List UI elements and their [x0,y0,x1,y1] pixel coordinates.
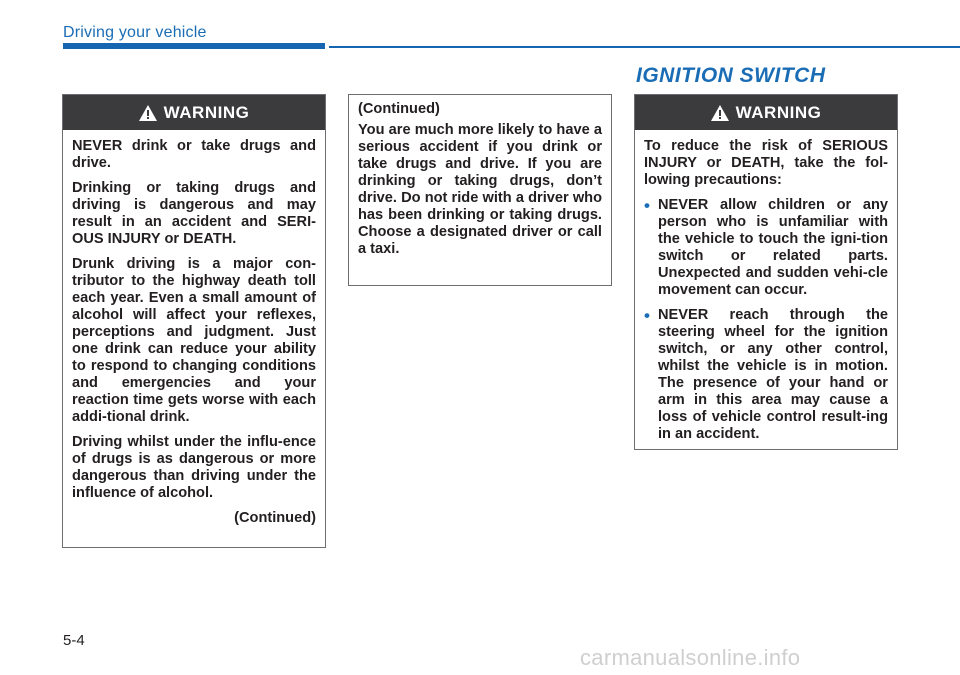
page-number: 5-4 [63,632,85,649]
warning-bullet-list [644,197,888,443]
warning-bullet: • NEVER reach through the steering wheel for the ignition switch, or any other control, whilst the vehicle is in motion. The presence of your hand or arm in this area may cause a loss of vehicle control result-ing in an accident. [644,307,888,443]
continued-label: (Continued) [358,101,440,117]
warning-box-ignition [634,94,898,450]
header-rule-thick [63,43,325,49]
warning-label: WARNING [735,102,822,122]
continued-label: (Continued) [234,510,316,526]
warning-bullet: • NEVER allow children or any person who is unfamiliar with the vehicle to touch the igni-tion switch or related parts. Unexpected and sudden vehi-cle movement can occur. [644,197,888,299]
page-heading: IGNITION SWITCH [636,64,826,87]
watermark: carmanualsonline.info [580,645,801,670]
warning-header [63,95,325,130]
warning-paragraph: NEVER drink or take drugs and drive. [72,138,316,171]
warning-triangle-icon [711,105,729,121]
warning-box-continued [348,94,612,286]
warning-body [635,130,897,457]
warning-body [349,95,611,272]
warning-paragraph: You are much more likely to have a serious accident if you drink or take drugs and drive. If you are drinking or taking drugs, don’t drive. Do not ride with a driver who has been drinking or taking drugs. Choose a designated driver or call a taxi. [358,122,602,257]
warning-paragraph: Drunk driving is a major con-tributor to the highway death toll each year. Even a small amount of alcohol will affect your reflexes, perceptions and judgment. Just one drink can reduce your ability to respond to changing conditions and emergencies and your reaction time gets worse with each addi-tional drink. [72,256,316,425]
warning-paragraph: Driving whilst under the influ-ence of drugs is as dangerous or more dangerous than driving under the influence of alcohol. [72,434,316,501]
warning-paragraph: Drinking or taking drugs and driving is dangerous and may result in an accident and SERI-OUS INJURY or DEATH. [72,180,316,247]
warning-label: WARNING [163,102,250,122]
warning-triangle-icon [139,105,157,121]
warning-body [63,130,325,541]
section-title: Driving your vehicle [63,24,207,41]
warning-header [635,95,897,130]
header-rule-thin [329,46,960,48]
warning-box-drink-driving [62,94,326,548]
warning-intro: To reduce the risk of SERIOUS INJURY or DEATH, take the fol-lowing precautions: [644,138,888,188]
